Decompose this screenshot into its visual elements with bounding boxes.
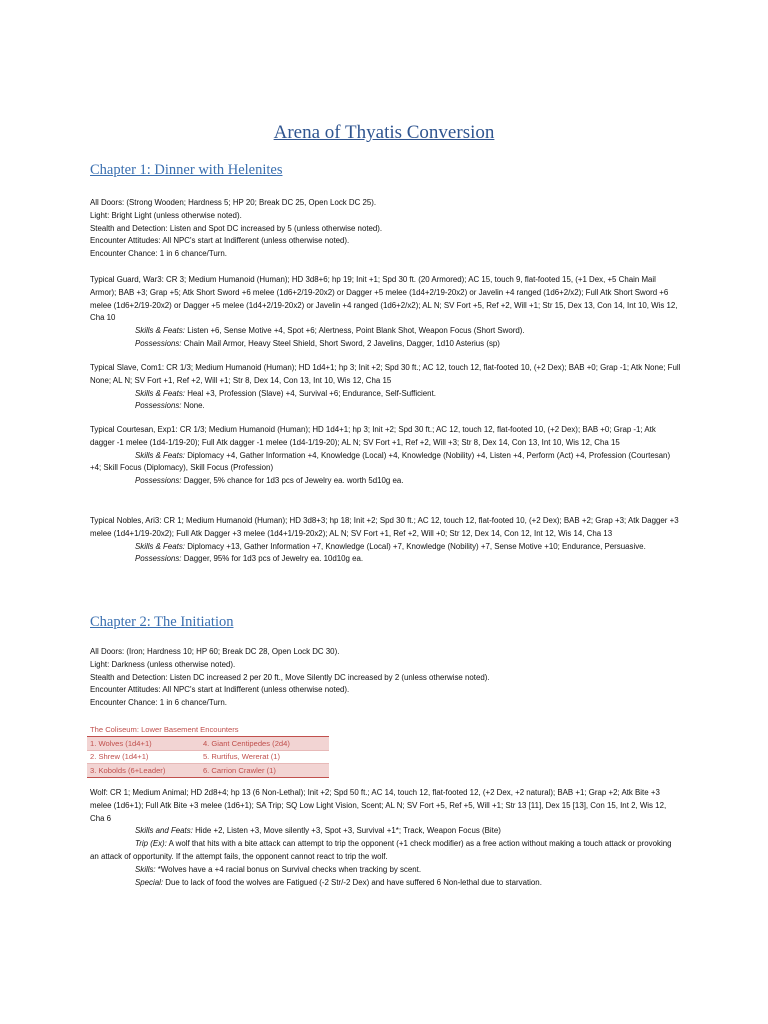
courtesan-stats: Typical Courtesan, Exp1: CR 1/3; Medium Humanoid (Human); HD 1d4+1; hp 3; Init +2; Spd 30 ft.; AC 12, touch 12, flat-footed 10, (+2 Dex); BAB +0; Grap -1; Atk dagger -1 melee (1d4-1/19-20); Full Atk dagger -1 melee (1d4-1/19-20); AL N; SV Fort +1, Ref +2, Will +3; Str 8, Dex 14, Con 13, Int 10, Wis 12, Cha 15 [90, 425, 656, 447]
light-line: Light: Darkness (unless otherwise noted). [90, 659, 236, 669]
wolf-trip: Trip (Ex): A wolf that hits with a bite attack can attempt to trip the opponent (+1 check modifier) as a free action without making a touch attack or provoking an attack of opportunity. If the attempt fails, the opponent cannot react to trip the wolf. [90, 839, 672, 861]
wolf-special: Special: Due to lack of food the wolves are Fatigued (-2 Str/-2 Dex) and have suffered 6 Non-lethal due to starvation. [135, 877, 542, 887]
guard-stats: Typical Guard, War3: CR 3; Medium Humanoid (Human); HD 3d8+6; hp 19; Init +1; Spd 30 ft. (20 Armored); AC 15, touch 9, flat-footed 15, (+1 Dex, +5 Chain Mail Armor); BAB +3; Grap +5; Atk Short Sword +6 melee (1d6+2/19-20x2) or Dagger +5 melee (1d4+2/19-20x2) or Javelin +4 ranged (1d6+2/x2); Full Atk Short Sword +6 melee (1d6+2/19-20x2) or Dagger +5 melee (1d4+2/19-20x2) or Javelin +4 ranged (1d6+2/x2); AL N; SV Fort +5, Ref +2, Will +1; Str 15, Dex 13, Con 14, Int 10, Wis 12, Cha 10 [90, 275, 678, 323]
table-cell: 2. Shrew (1d4+1) [87, 750, 200, 764]
chapter-1-general-info [90, 197, 682, 261]
table-cell: 6. Carrion Crawler (1) [200, 764, 329, 778]
table-cell: 1. Wolves (1d4+1) [87, 737, 200, 751]
guard-skills: Skills & Feats: Listen +6, Sense Motive +4, Spot +6; Alertness, Point Blank Shot, Weapon Focus (Short Sword). [135, 326, 525, 336]
slave-statblock [90, 362, 682, 413]
wolf-skills: Skills and Feats: Hide +2, Listen +3, Move silently +3, Spot +3, Survival +1*; Track, Weapon Focus (Bite) [135, 826, 501, 836]
nobles-skills: Skills & Feats: Diplomacy +13, Gather Information +7, Knowledge (Local) +7, Knowledge (Nobility) +7, Sense Motive +10; Endurance, Persuasive. [135, 541, 646, 551]
doors-line: All Doors: (Iron; Hardness 10; HP 60; Break DC 28, Open Lock DC 30). [90, 647, 340, 656]
table-row [87, 750, 329, 764]
encounter-table-caption: The Coliseum: Lower Basement Encounters [87, 723, 329, 737]
light-line: Light: Bright Light (unless otherwise noted). [90, 210, 242, 220]
wolf-stats: Wolf: CR 1; Medium Animal; HD 2d8+4; hp 13 (6 Non-Lethal); Init +2; Spd 50 ft.; AC 14, touch 12, flat-footed 12, (+2 Dex, +2 natural); BAB +1; Grap +2; Atk Bite +3 melee (1d6+1); Full Atk Bite +3 melee (1d6+1); SA Trip; SQ Low Light Vision, Scent; AL N; SV Fort +5, Ref +5, Will +1; Str 13 [11], Dex 15 [13], Con 15, Int 2, Wis 12, Cha 6 [90, 788, 667, 823]
wolf-statblock [90, 787, 682, 889]
chapter-1-heading: Chapter 1: Dinner with Helenites [90, 162, 283, 178]
attitudes-line: Encounter Attitudes: All NPC's start at Indifferent (unless otherwise noted). [90, 236, 350, 246]
courtesan-possessions: Possessions: Dagger, 5% chance for 1d3 pcs of Jewelry ea. worth 5d10g ea. [135, 476, 404, 486]
guard-possessions: Possessions: Chain Mail Armor, Heavy Steel Shield, Short Sword, 2 Javelins, Dagger, 1d10 Asterius (sp) [135, 338, 500, 348]
table-cell: 3. Kobolds (6+Leader) [87, 764, 200, 778]
stealth-line: Stealth and Detection: Listen DC increased 2 per 20 ft., Move Silently DC increased by 2 (unless otherwise noted). [90, 672, 490, 682]
attitudes-line: Encounter Attitudes: All NPC's start at Indifferent (unless otherwise noted). [90, 685, 350, 695]
chapter-2-heading: Chapter 2: The Initiation [90, 614, 234, 630]
encounter-table [87, 723, 329, 778]
slave-stats: Typical Slave, Com1: CR 1/3; Medium Humanoid (Human); HD 1d4+1; hp 3; Init +2; Spd 30 ft.; AC 12, touch 12, flat-footed 10, (+2 Dex); BAB +0; Grap -1; Atk None; Full None; AL N; SV Fort +1, Ref +2, Will +1; Str 8, Dex 14, Con 13, Int 10, Wis 12, Cha 15 [90, 363, 681, 385]
table-row [87, 737, 329, 751]
nobles-statblock [90, 515, 682, 566]
doors-line: All Doors: (Strong Wooden; Hardness 5; HP 20; Break DC 25, Open Lock DC 25). [90, 198, 377, 207]
slave-possessions: Possessions: None. [135, 401, 205, 411]
encounter-chance-line: Encounter Chance: 1 in 6 chance/Turn. [90, 249, 227, 259]
nobles-possessions: Possessions: Dagger, 95% for 1d3 pcs of Jewelry ea. 10d10g ea. [135, 554, 364, 564]
courtesan-statblock [90, 424, 682, 488]
table-cell: 5. Rurtifus, Wererat (1) [200, 750, 329, 764]
encounter-chance-line: Encounter Chance: 1 in 6 chance/Turn. [90, 698, 227, 708]
wolf-skills-note: Skills: *Wolves have a +4 racial bonus on Survival checks when tracking by scent. [135, 864, 422, 874]
slave-skills: Skills & Feats: Heal +3, Profession (Slave) +4, Survival +6; Endurance, Self-Sufficient. [135, 388, 436, 398]
stealth-line: Stealth and Detection: Listen and Spot DC increased by 5 (unless otherwise noted). [90, 223, 383, 233]
document-title: Arena of Thyatis Conversion [273, 122, 495, 143]
chapter-2-general-info [90, 646, 682, 710]
guard-statblock [90, 274, 682, 351]
table-cell: 4. Giant Centipedes (2d4) [200, 737, 329, 751]
table-row [87, 764, 329, 778]
nobles-stats: Typical Nobles, Ari3: CR 1; Medium Humanoid (Human); HD 3d8+3; hp 18; Init +2; Spd 30 ft.; AC 12, touch 12, flat-footed 10, (+2 Dex); BAB +2; Grap +3; Atk Dagger +3 melee (1d4+1/19-20x2); Full Atk Dagger +3 melee (1d4+1/19-20x2); AL N; SV Fort +1, Ref +2, Will +0; Str 12, Dex 14, Con 12, Int 12, Wis 14, Cha 13 [90, 516, 679, 538]
courtesan-skills: Skills & Feats: Diplomacy +4, Gather Information +4, Knowledge (Local) +4, Knowledge (Nobility) +4, Listen +4, Perform (Act) +4, Profession (Courtesan) +4; Skill Focus (Diplomacy), Skill Focus (Profession) [90, 450, 671, 473]
